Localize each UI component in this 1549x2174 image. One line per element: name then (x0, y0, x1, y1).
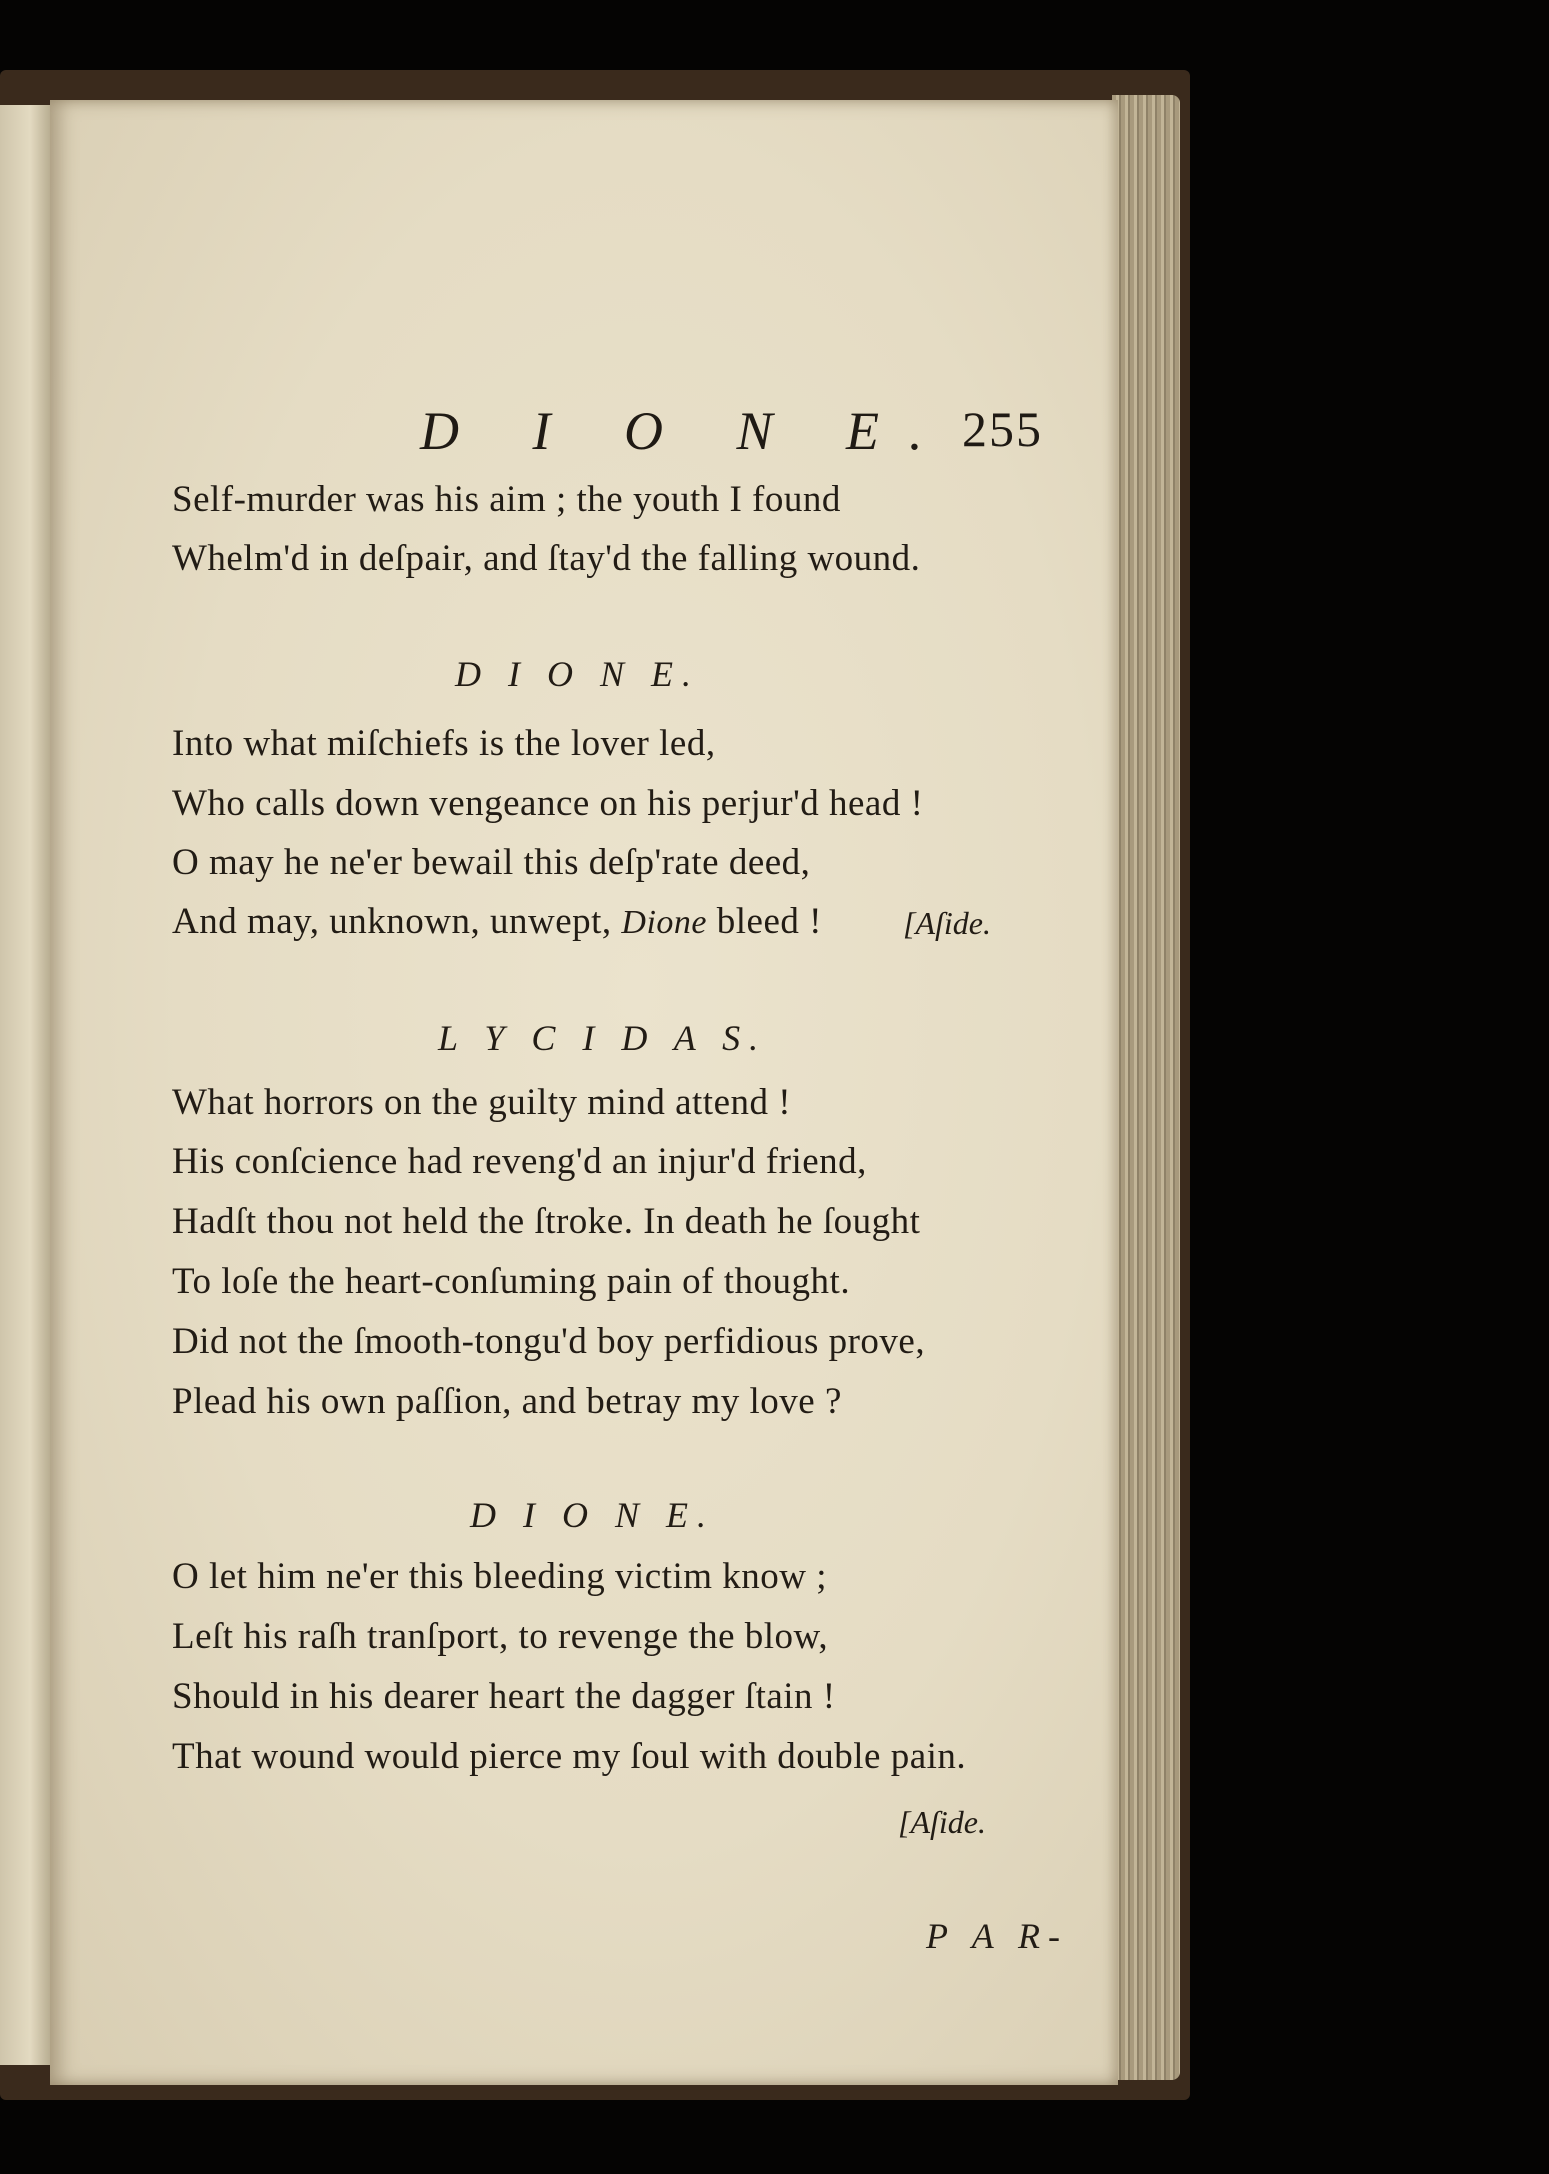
verse-line: Whelm'd in deſpair, and ſtay'd the falling wound. (172, 538, 921, 579)
verse-line: Did not the ſmooth-tongu'd boy perfidious prove, (172, 1321, 926, 1362)
facing-page-edge (0, 105, 50, 2065)
verse-line: Hadſt thou not held the ſtroke. In death he ſought (172, 1201, 921, 1242)
speaker-heading: L Y C I D A S. (438, 1018, 768, 1058)
page-block-edges (1112, 95, 1180, 2080)
book-page (50, 100, 1118, 2085)
verse-line: Into what miſchiefs is the lover led, (172, 723, 716, 764)
verse-line: Self-murder was his aim ; the youth I found (172, 479, 841, 520)
verse-text: bleed ! (716, 901, 822, 942)
page-number: 255 (962, 401, 1043, 457)
verse-line (172, 900, 822, 943)
speaker-heading: D I O N E. (470, 1495, 715, 1535)
verse-line: Plead his own paſſion, and betray my love ? (172, 1381, 842, 1422)
verse-line: O may he ne'er bewail this deſp'rate deed, (172, 842, 811, 883)
verse-text: And may, unknown, unwept, (172, 901, 612, 942)
verse-line: Who calls down vengeance on his perjur'd head ! (172, 783, 924, 824)
verse-line: O let him ne'er this bleeding victim know ; (172, 1556, 827, 1597)
stage-direction: [Aſide. (898, 1804, 986, 1840)
verse-line: What horrors on the guilty mind attend ! (172, 1082, 792, 1123)
verse-line: Should in his dearer heart the dagger ſtain ! (172, 1676, 836, 1717)
catchword: P A R- (926, 1916, 1069, 1956)
verse-line: To loſe the heart-conſuming pain of thought. (172, 1261, 851, 1302)
verse-italic-name: Dione (621, 904, 708, 941)
verse-line: That wound would pierce my ſoul with double pain. (172, 1736, 967, 1777)
verse-line: His conſcience had reveng'd an injur'd friend, (172, 1141, 867, 1182)
stage-direction: [Aſide. (903, 905, 991, 941)
verse-line: Leſt his raſh tranſport, to revenge the blow, (172, 1616, 829, 1657)
running-head: D I O N E. (420, 401, 953, 461)
speaker-heading: D I O N E. (455, 654, 700, 694)
